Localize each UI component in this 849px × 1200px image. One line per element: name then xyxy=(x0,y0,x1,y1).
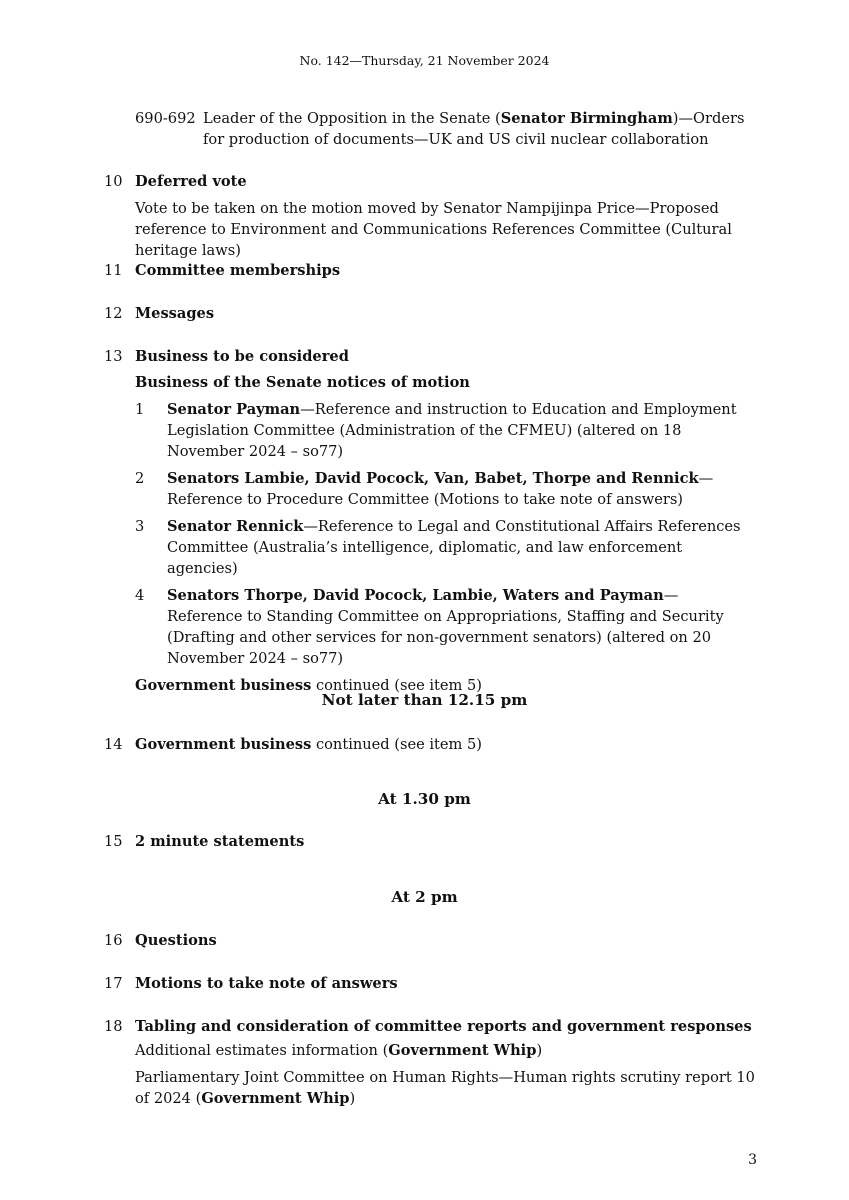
report-line-1 xyxy=(135,1040,755,1061)
item-16 xyxy=(0,930,849,951)
item-number: 17 xyxy=(104,975,123,992)
notice-text: —Reference to Legal and Constitutional Affairs References Committee (Australia’s intelligence, diplomatic, and law enforcement agencies) xyxy=(167,518,741,577)
item-number: 13 xyxy=(104,348,123,365)
time-heading-130: At 1.30 pm xyxy=(378,790,471,808)
item-title: Messages xyxy=(135,305,215,322)
entry-reference: 690-692 xyxy=(135,110,196,127)
time-heading-2: At 2 pm xyxy=(391,888,458,906)
item-10 xyxy=(0,171,849,261)
notice-1 xyxy=(135,399,750,462)
item-13 xyxy=(0,346,849,696)
item-title: Deferred vote xyxy=(135,173,247,190)
item-number: 18 xyxy=(104,1018,123,1035)
report-owner: Government Whip xyxy=(388,1042,537,1059)
item-title: 2 minute statements xyxy=(135,833,305,850)
item-title: Government business xyxy=(135,736,312,753)
notice-text: —Reference to Standing Committee on Appropriations, Staffing and Security (Drafting and other services for non-government senators) (altered on 20 November 2024 – so77) xyxy=(167,587,724,667)
report-text: Parliamentary Joint Committee on Human Rights—Human rights scrutiny report 10 of 2024 ( xyxy=(135,1069,755,1107)
item-number: 12 xyxy=(104,305,123,322)
continued-text: continued (see item 5) xyxy=(311,677,482,694)
notice-senator: Senator Payman xyxy=(167,401,301,418)
item-title: Business to be considered xyxy=(135,348,349,365)
time-heading-1215: Not later than 12.15 pm xyxy=(321,691,528,709)
order-entry-690-692 xyxy=(135,108,755,150)
item-title: Committee memberships xyxy=(135,262,341,279)
notice-2 xyxy=(135,468,750,510)
notice-number: 4 xyxy=(135,587,145,604)
report-owner: Government Whip xyxy=(201,1090,350,1107)
notice-senator: Senator Rennick xyxy=(167,518,304,535)
entry-text xyxy=(203,108,755,150)
notice-number: 2 xyxy=(135,470,145,487)
notice-text: —Reference and instruction to Education and Employment Legislation Committee (Administration of the CFMEU) (altered on 18 November 2024 – so77) xyxy=(167,401,737,460)
item-title: Questions xyxy=(135,932,217,949)
item-subtitle: Business of the Senate notices of motion xyxy=(135,374,470,391)
entry-text-pre: Leader of the Opposition in the Senate ( xyxy=(203,110,501,127)
item-number: 16 xyxy=(104,932,123,949)
item-14 xyxy=(0,734,849,755)
item-number: 15 xyxy=(104,833,123,850)
entry-text-post: )—Orders for production of documents—UK and US civil nuclear collaboration xyxy=(203,110,745,148)
item-18 xyxy=(0,1016,849,1109)
report-text: Additional estimates information ( xyxy=(135,1042,389,1059)
item-number: 11 xyxy=(104,262,123,279)
notice-number: 3 xyxy=(135,518,145,535)
item-title: Tabling and consideration of committee reports and government responses xyxy=(135,1018,752,1035)
item-number: 10 xyxy=(104,173,123,190)
item-15 xyxy=(0,831,849,852)
senator-name: Senator Birmingham xyxy=(500,110,673,127)
report-text-end: ) xyxy=(536,1042,543,1059)
report-line-2 xyxy=(135,1067,755,1109)
report-text-end: ) xyxy=(349,1090,356,1107)
item-text: Vote to be taken on the motion moved by Senator Nampijinpa Price—Proposed reference to Environment and Communications References Committee (Cultural heritage laws) xyxy=(135,200,732,259)
item-title: Motions to take note of answers xyxy=(135,975,398,992)
item-text: continued (see item 5) xyxy=(311,736,482,753)
continued-bold: Government business xyxy=(135,677,312,694)
notice-text: —Reference to Procedure Committee (Motions to take note of answers) xyxy=(167,470,714,508)
notice-senator: Senators Thorpe, David Pocock, Lambie, Waters and Payman xyxy=(167,587,664,604)
notice-number: 1 xyxy=(135,401,145,418)
page-header: No. 142—Thursday, 21 November 2024 xyxy=(299,53,550,68)
notice-senator: Senators Lambie, David Pocock, Van, Babet, Thorpe and Rennick xyxy=(167,470,699,487)
item-number: 14 xyxy=(104,736,123,753)
page-number: 3 xyxy=(748,1152,757,1168)
notice-3 xyxy=(135,516,750,579)
item-12 xyxy=(0,303,849,324)
item-11 xyxy=(0,260,849,281)
notice-4 xyxy=(135,585,750,669)
item-17 xyxy=(0,973,849,994)
